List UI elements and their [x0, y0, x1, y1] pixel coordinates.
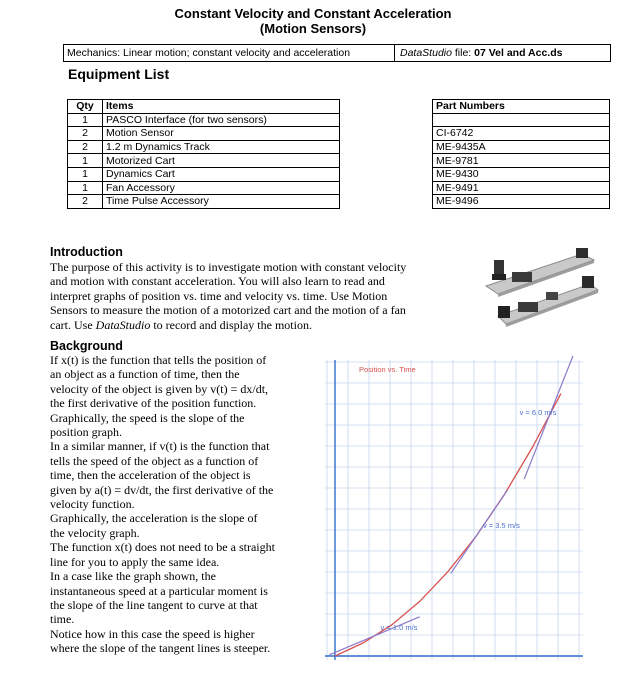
spacer-cell: [340, 167, 433, 181]
equipment-row: [68, 127, 610, 141]
qty-cell: 1: [68, 154, 103, 168]
intro-line: [50, 318, 470, 332]
background-heading: Background: [50, 339, 123, 353]
part-number-cell: CI-6742: [433, 127, 610, 141]
background-line: time, then the acceleration of the object is: [50, 468, 251, 483]
equipment-table: [67, 99, 610, 209]
tangent-label: v = 1.0 m/s: [380, 622, 418, 632]
qty-cell: 2: [68, 195, 103, 209]
equipment-row: [68, 113, 610, 127]
equipment-row: [68, 195, 610, 209]
background-line: tells the speed of the object as a function of: [50, 453, 259, 468]
intro-line: and motion with constant acceleration. You will also learn to read and: [50, 274, 385, 289]
background-line: In a similar manner, if v(t) is the function that: [50, 439, 270, 454]
background-line: The function x(t) does not need to be a straight: [50, 540, 275, 555]
chart-title: Position vs. Time: [359, 365, 416, 374]
equipment-header-row: [68, 100, 610, 114]
equipment-heading: Equipment List: [68, 66, 170, 82]
equipment-row: [68, 154, 610, 168]
spacer-cell: [340, 140, 433, 154]
qty-cell: 1: [68, 181, 103, 195]
part-number-cell: ME-9430: [433, 167, 610, 181]
datastudio-file-label: [400, 45, 562, 61]
qty-cell: 1: [68, 113, 103, 127]
position-time-chart: [323, 356, 585, 662]
background-line: Graphically, the speed is the slope of the: [50, 410, 245, 425]
background-line: time.: [50, 612, 75, 627]
item-cell: PASCO Interface (for two sensors): [103, 113, 340, 127]
equipment-row: [68, 167, 610, 181]
intro-line: Sensors to measure the motion of a motorized cart and the motion of a fan: [50, 303, 406, 318]
background-line: the slope of the line tangent to curve at that: [50, 597, 258, 612]
part-number-cell: [433, 113, 610, 127]
item-cell: Motion Sensor: [103, 127, 340, 141]
introduction-text: [50, 260, 470, 332]
item-cell: Motorized Cart: [103, 154, 340, 168]
part-number-cell: ME-9496: [433, 195, 610, 209]
qty-header: Qty: [68, 100, 103, 114]
qty-cell: 1: [68, 167, 103, 181]
background-line: where the slope of the tangent lines is steeper.: [50, 641, 271, 656]
background-line: Notice how in this case the speed is higher: [50, 626, 255, 641]
equipment-row: [68, 181, 610, 195]
spacer-cell: [340, 181, 433, 195]
page-subtitle: (Motion Sensors): [259, 21, 367, 36]
background-line: instantaneous speed at a particular moment is: [50, 583, 268, 598]
item-cell: 1.2 m Dynamics Track: [103, 140, 340, 154]
file-label-suffix: file:: [451, 47, 475, 59]
spacer-column: [340, 100, 433, 114]
spacer-cell: [340, 154, 433, 168]
background-text: [50, 353, 315, 656]
datastudio-file-name: 07 Vel and Acc.ds: [474, 47, 563, 59]
item-cell: Dynamics Cart: [103, 167, 340, 181]
info-bar: [63, 44, 611, 62]
qty-cell: 2: [68, 140, 103, 154]
background-line: position graph.: [50, 425, 122, 440]
part-number-cell: ME-9435A: [433, 140, 610, 154]
background-line: velocity function.: [50, 497, 135, 512]
intro-line: interpret graphs of position vs. time and velocity vs. time. Use Motion: [50, 288, 388, 303]
qty-cell: 2: [68, 127, 103, 141]
background-line: an object as a function of time, then the: [50, 367, 240, 382]
page-title: Constant Velocity and Constant Acceleration: [174, 6, 452, 21]
item-cell: Time Pulse Accessory: [103, 195, 340, 209]
info-bar-divider: [394, 45, 395, 61]
topic-label: Mechanics: Linear motion; constant velocity and acceleration: [67, 47, 351, 59]
tangent-label: v = 6.0 m/s: [519, 407, 557, 417]
intro-last-after: to record and display the motion.: [150, 317, 312, 332]
introduction-heading: Introduction: [50, 245, 123, 259]
background-line: Graphically, the acceleration is the slope of: [50, 511, 258, 526]
background-line: line for you to apply the same idea.: [50, 554, 220, 569]
background-line: the first derivative of the position function.: [50, 396, 257, 411]
intro-line: The purpose of this activity is to investigate motion with constant velocity: [50, 260, 407, 274]
spacer-cell: [340, 127, 433, 141]
background-line: velocity of the object is given by v(t) = dx/dt,: [50, 381, 269, 396]
equipment-photo: [478, 246, 600, 336]
background-line: In a case like the graph shown, the: [50, 569, 216, 584]
part-numbers-header: Part Numbers: [433, 100, 610, 114]
spacer-cell: [340, 195, 433, 209]
background-line: the velocity graph.: [50, 525, 140, 540]
background-line: given by a(t) = dv/dt, the first derivative of the: [50, 482, 274, 497]
intro-last-before: cart. Use: [50, 317, 96, 332]
datastudio-inline: DataStudio: [95, 317, 151, 332]
part-number-cell: ME-9491: [433, 181, 610, 195]
spacer-cell: [340, 113, 433, 127]
tangent-label: v = 3.5 m/s: [483, 520, 520, 530]
item-cell: Fan Accessory: [103, 181, 340, 195]
background-line: If x(t) is the function that tells the position of: [50, 353, 267, 367]
items-header: Items: [103, 100, 340, 114]
equipment-row: [68, 140, 610, 154]
part-number-cell: ME-9781: [433, 154, 610, 168]
datastudio-label: DataStudio: [400, 47, 452, 59]
